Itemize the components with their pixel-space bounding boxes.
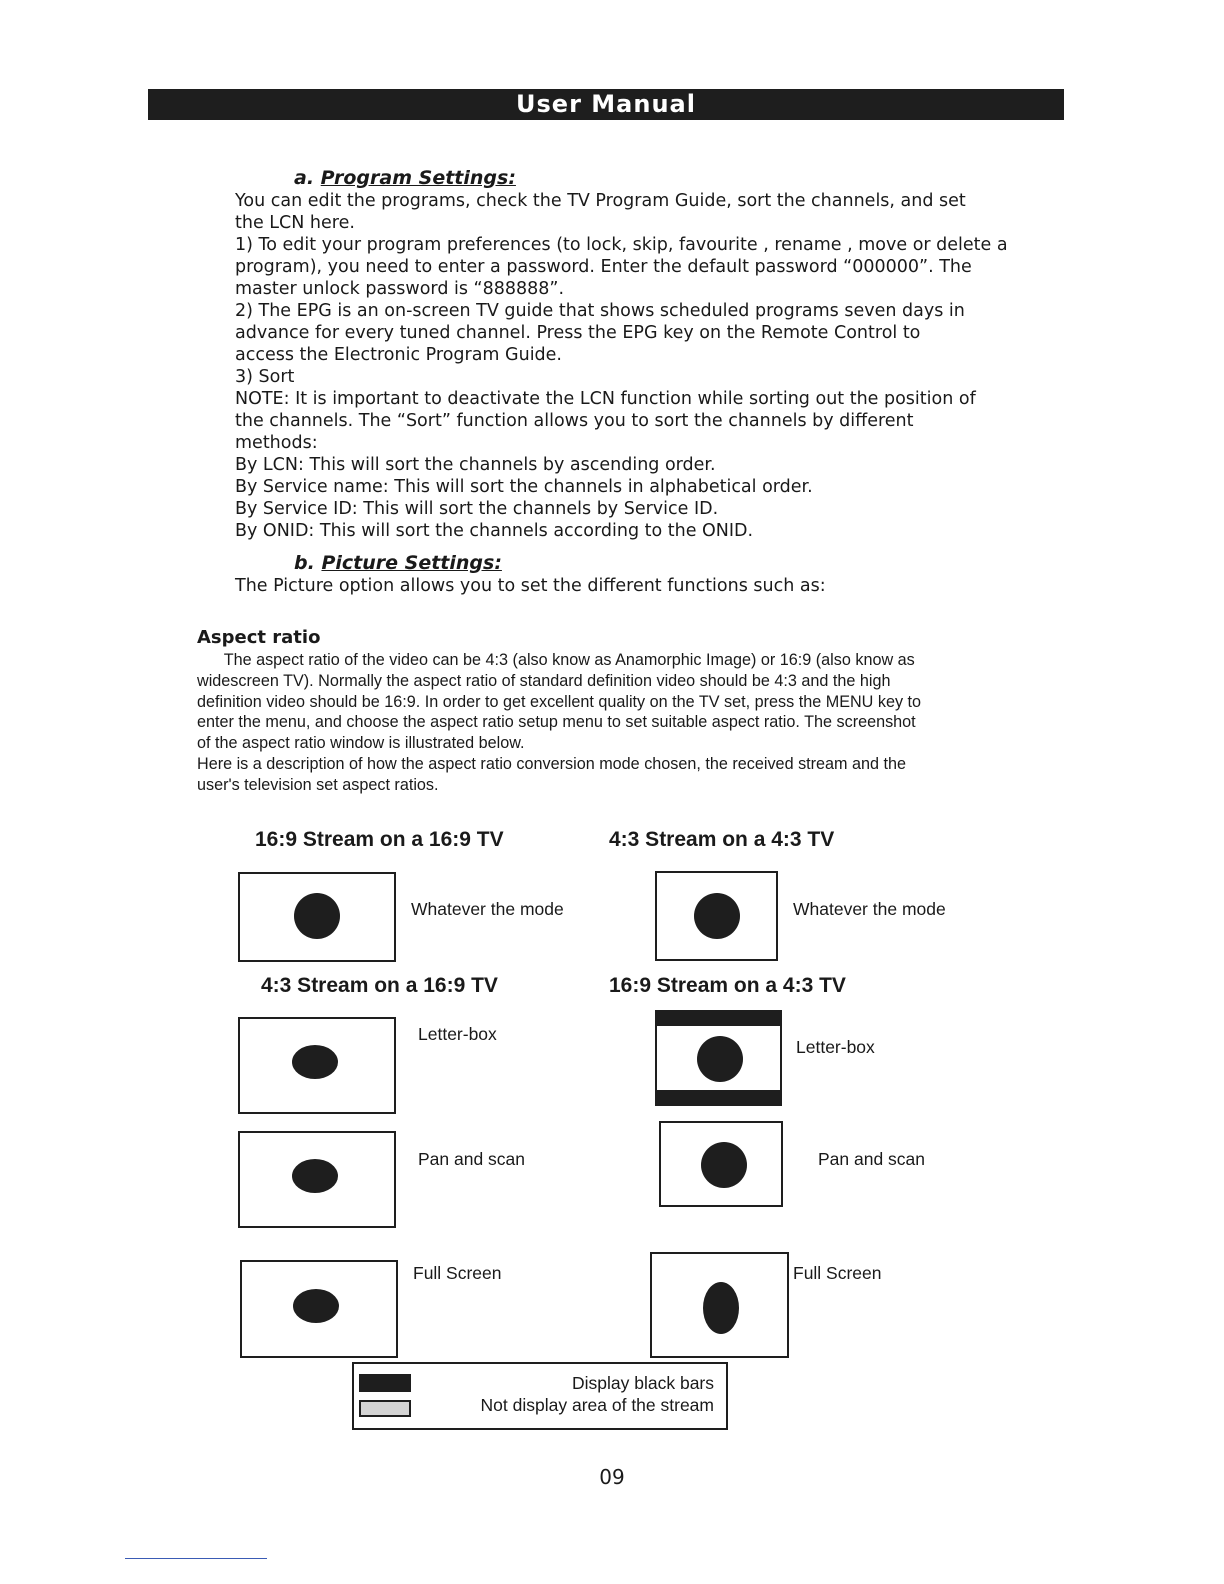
stream-circle-icon: [294, 893, 340, 939]
tv-43-letterbox: [655, 1010, 782, 1106]
text-line: By ONID: This will sort the channels according to the ONID.: [235, 521, 754, 541]
tv-169-panscan: [238, 1131, 396, 1228]
program-settings-prefix: a.: [294, 167, 315, 189]
text-line: access the Electronic Program Guide.: [235, 345, 562, 365]
label-letterbox-left: Letter-box: [418, 1024, 497, 1044]
stream-ellipse-icon: [293, 1289, 339, 1323]
heading-169-on-43: 16:9 Stream on a 4:3 TV: [609, 974, 846, 997]
stream-tall-ellipse-icon: [703, 1282, 739, 1334]
text-line: The aspect ratio of the video can be 4:3 (also know as Anamorphic Image) or 16:9 (also know as: [197, 651, 915, 669]
tv-43-panscan: [659, 1121, 783, 1207]
program-settings-heading: Program Settings:: [320, 167, 516, 189]
text-line: Here is a description of how the aspect ratio conversion mode chosen, the received stream and the: [197, 754, 907, 773]
text-line: The Picture option allows you to set the different functions such as:: [235, 576, 826, 596]
label-panscan-right: Pan and scan: [818, 1149, 926, 1169]
text-line: enter the menu, and choose the aspect ratio setup menu to set suitable aspect ratio. The screenshot: [197, 713, 916, 732]
picture-settings-body: [235, 575, 1055, 597]
aspect-ratio-title: Aspect ratio: [197, 627, 321, 648]
legend-black-bars: Display black bars: [572, 1373, 714, 1393]
text-line: widescreen TV). Normally the aspect ratio of standard definition video should be 4:3 and the high: [197, 671, 891, 690]
text-line: of the aspect ratio window is illustrated below.: [197, 734, 525, 753]
tv-169-screen: [238, 872, 396, 962]
program-settings-title: [294, 167, 516, 189]
tv-169-letterbox: [238, 1017, 396, 1114]
text-line: methods:: [235, 433, 318, 453]
text-line: NOTE: It is important to deactivate the LCN function while sorting out the position of: [235, 389, 976, 409]
picture-settings-heading: Picture Settings:: [321, 552, 502, 574]
text-line: By Service name: This will sort the channels in alphabetical order.: [235, 477, 813, 497]
text-line: the LCN here.: [235, 213, 355, 233]
text-line: definition video should be 16:9. In order to get excellent quality on the TV set, press the MENU key to: [197, 692, 922, 711]
tv-43-screen: [655, 871, 778, 961]
aspect-ratio-body: [197, 650, 1027, 796]
text-line: master unlock password is “888888”.: [235, 279, 565, 299]
footer-rule: [125, 1558, 267, 1559]
picture-settings-title: [294, 552, 502, 574]
stream-circle-icon: [694, 893, 740, 939]
label-whatever-left: Whatever the mode: [411, 899, 564, 919]
page-number: 09: [599, 1465, 625, 1489]
text-line: the channels. The “Sort” function allows you to sort the channels by different: [235, 411, 914, 431]
black-swatch-icon: [359, 1374, 411, 1392]
heading-169-on-169: 16:9 Stream on a 16:9 TV: [255, 828, 504, 851]
label-fullscreen-left: Full Screen: [413, 1263, 502, 1283]
heading-43-on-43: 4:3 Stream on a 4:3 TV: [609, 828, 835, 851]
text-line: By Service ID: This will sort the channels by Service ID.: [235, 499, 719, 519]
tv-43-fullscreen: [650, 1252, 789, 1358]
heading-43-on-169: 4:3 Stream on a 16:9 TV: [261, 974, 498, 997]
stream-ellipse-icon: [292, 1159, 338, 1193]
black-bar-bottom: [657, 1090, 780, 1104]
program-settings-body: [235, 190, 1055, 542]
stream-circle-icon: [697, 1036, 743, 1082]
legend-not-display: Not display area of the stream: [480, 1395, 714, 1415]
text-line: 2) The EPG is an on-screen TV guide that shows scheduled programs seven days in: [235, 301, 965, 321]
text-line: 3) Sort: [235, 367, 295, 387]
text-line: 1) To edit your program preferences (to lock, skip, favourite , rename , move or delete a: [235, 235, 1008, 255]
tv-169-fullscreen: [240, 1260, 398, 1358]
picture-settings-prefix: b.: [294, 552, 315, 574]
stream-ellipse-icon: [292, 1045, 338, 1079]
black-bar-top: [657, 1012, 780, 1026]
page-header-title: User Manual: [516, 90, 696, 118]
label-letterbox-right: Letter-box: [796, 1037, 875, 1057]
label-fullscreen-right: Full Screen: [793, 1263, 882, 1283]
stream-circle-icon: [701, 1142, 747, 1188]
label-panscan-left: Pan and scan: [418, 1149, 526, 1169]
label-whatever-right: Whatever the mode: [793, 899, 946, 919]
diagram-legend: [352, 1362, 728, 1430]
header-bar: [148, 89, 1064, 120]
text-line: By LCN: This will sort the channels by ascending order.: [235, 455, 716, 475]
text-line: You can edit the programs, check the TV Program Guide, sort the channels, and set: [235, 191, 966, 211]
text-line: advance for every tuned channel. Press the EPG key on the Remote Control to: [235, 323, 921, 343]
text-line: user's television set aspect ratios.: [197, 775, 439, 794]
text-line: program), you need to enter a password. Enter the default password “000000”. The: [235, 257, 972, 277]
grey-swatch-icon: [359, 1400, 411, 1417]
